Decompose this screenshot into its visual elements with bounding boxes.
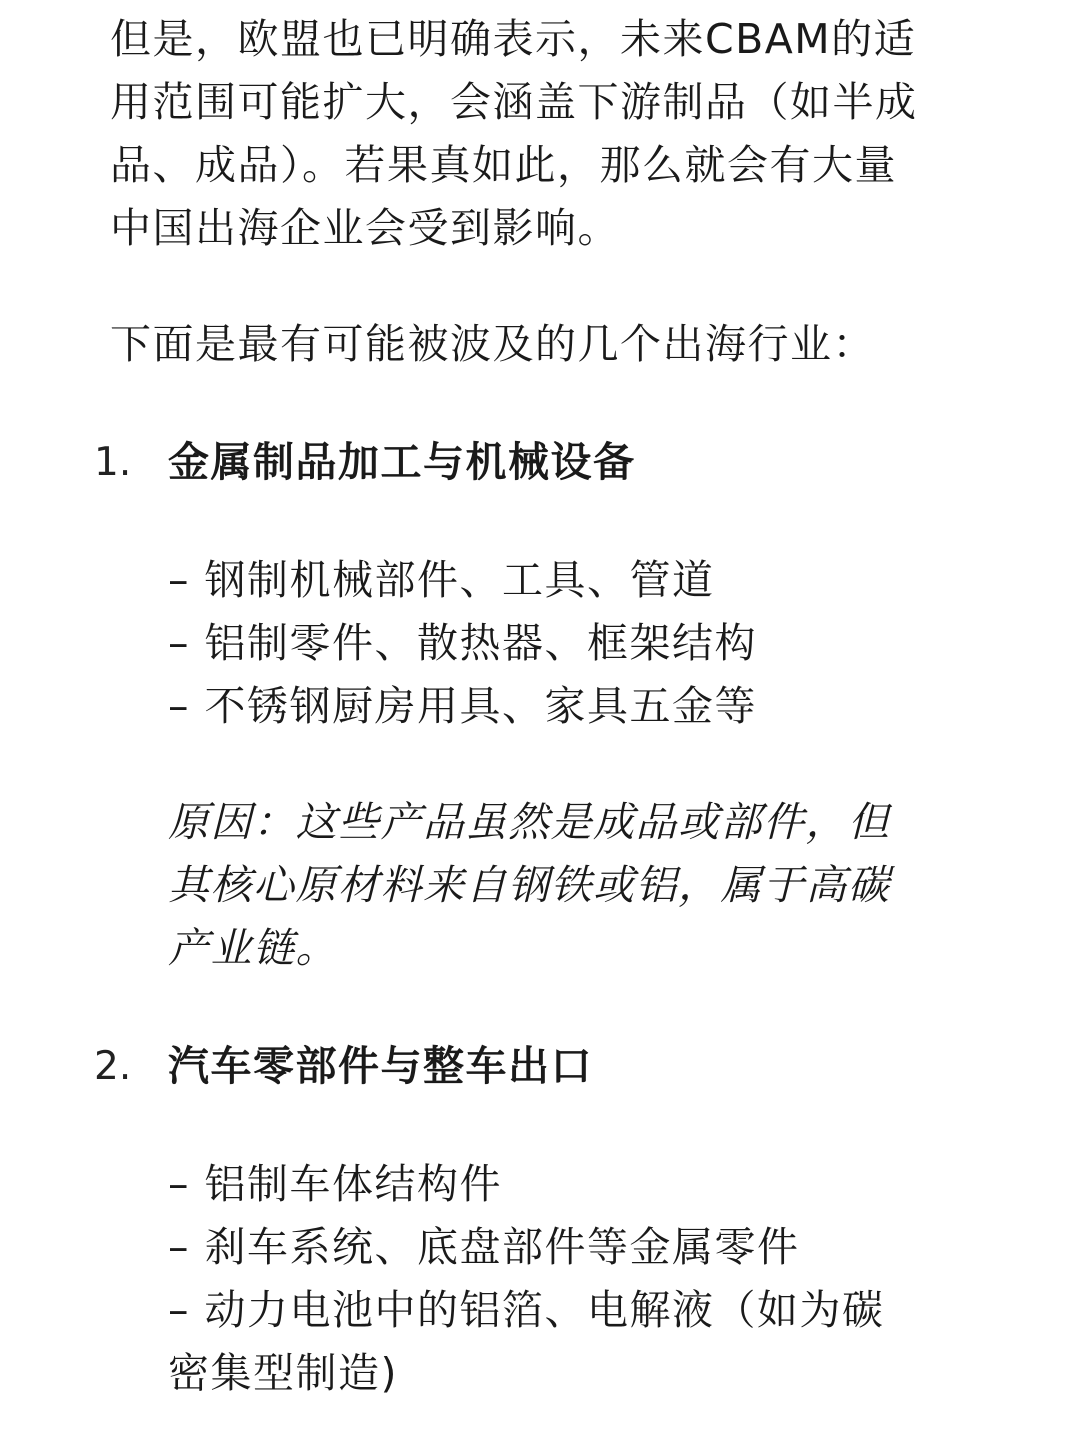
- list-item: – 钢制机械部件、工具、管道: [168, 556, 715, 604]
- bullet-list: [168, 549, 970, 738]
- list-item: – 铝制车体结构件: [168, 1160, 503, 1208]
- list-item: – 不锈钢厨房用具、家具五金等: [168, 682, 758, 730]
- section-title: 金属制品加工与机械设备: [168, 438, 636, 486]
- lead-sentence: 下面是最有可能被波及的几个出海行业：: [110, 320, 875, 368]
- section-number: 1.: [94, 440, 132, 485]
- section-2: [94, 1035, 970, 1098]
- article-body: [94, 8, 970, 1405]
- section-title: 汽车零部件与整车出口: [168, 1042, 593, 1090]
- section-number: 2.: [94, 1044, 132, 1089]
- list-item: – 动力电池中的铝箔、电解液（如为碳 密集型制造): [168, 1286, 885, 1397]
- intro-paragraph: 但是，欧盟也已明确表示，未来CBAM的适 用范围可能扩大，会涵盖下游制品（如半成 品、成品）。若果真如此，那么就会有大量 中国出海企业会受到影响。: [110, 15, 918, 252]
- section-1: [94, 431, 970, 494]
- list-item: – 铝制零件、散热器、框架结构: [168, 619, 758, 667]
- bullet-list: [168, 1153, 970, 1405]
- reason-note: 原因：这些产品虽然是成品或部件，但 其核心原材料来自钢铁或铝，属于高碳 产业链。: [168, 798, 891, 972]
- list-item: – 刹车系统、底盘部件等金属零件: [168, 1223, 800, 1271]
